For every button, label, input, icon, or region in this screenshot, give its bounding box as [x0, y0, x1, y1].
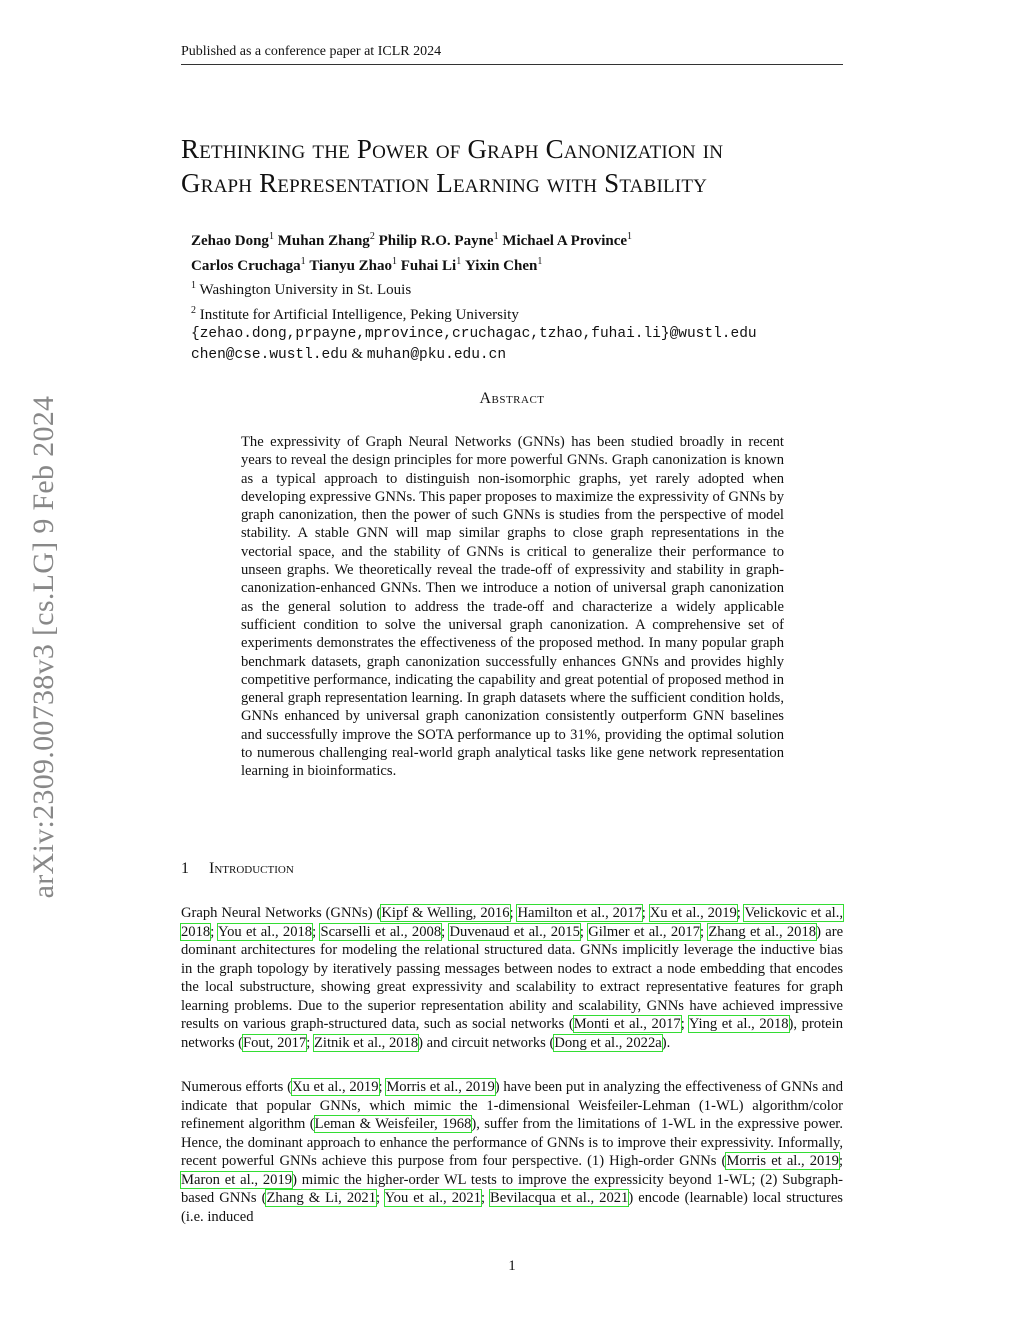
section-title: Introduction	[209, 860, 294, 877]
citation-link[interactable]: You et al., 2021	[384, 1190, 481, 1206]
citation-link[interactable]: Leman & Weisfeiler, 1968	[314, 1116, 472, 1132]
running-header: Published as a conference paper at ICLR 2024	[181, 44, 843, 65]
author-name: Yixin Chen	[464, 257, 538, 274]
author-names-line-2: Carlos Cruchaga$^1$ Tianyu Zhao$^1$ Fuhai Li$^1$ Yixin Chen$^1$	[191, 255, 543, 274]
author-name: Philip R.O. Payne	[378, 233, 494, 249]
citation-link[interactable]: Maron et al., 2019	[181, 1171, 293, 1188]
citation-link[interactable]: Kipf & Welling, 2016	[381, 905, 510, 921]
page-number: 1	[508, 1258, 516, 1274]
citation-link[interactable]: Ying et al., 2018	[688, 1016, 789, 1032]
citation-link[interactable]: Monti et al., 2017	[573, 1016, 681, 1032]
email-chen[interactable]: chen@cse.wustl.edu	[191, 346, 348, 363]
paper-title	[181, 132, 843, 200]
citation-link[interactable]: Velickovic et al., 2018	[181, 905, 844, 940]
citation-link[interactable]: Dong et al., 2022a	[554, 1034, 662, 1051]
title-line-2: Graph Representation Learning with Stability	[181, 168, 708, 198]
affiliation-1: $^1$ Washington University in St. Louis	[191, 280, 412, 298]
citation-link[interactable]: Zhang et al., 2018	[708, 923, 817, 940]
intro-paragraph-1: Graph Neural Networks (GNNs) (Kipf & Welling, 2016; Hamilton et al., 2017; Xu et al., 2019; Velickovic et al., 2018; You et al., 2018; Scarselli et al., 2008; Duvenaud et al., 2015; Gilmer et al., 2017; Zhang et al., 2018) are dominant architectures for modeling the relational structured data. GNNs implicitly leverage the inductive bias in the graph topology by iteratively passing messages between nodes to extract a node embedding that encodes the local substructure, showing great expressivity and scalability to extract representative features for graph learning problems. Due to the superior representation ability and scalability, GNNs have achieved impressive results on various graph-structured data, such as social networks (Monti et al., 2017; Ying et al., 2018), protein networks (Fout, 2017; Zitnik et al., 2018) and circuit networks (Dong et al., 2022a).	[181, 905, 844, 1051]
citation-link[interactable]: Morris et al., 2019	[726, 1153, 839, 1169]
email-line-2: chen@cse.wustl.edu & muhan@pku.edu.cn	[191, 345, 507, 363]
intro-paragraph-2: Numerous efforts (Xu et al., 2019; Morris et al., 2019) have been put in analyzing the effectiveness of GNNs and indicate that popular GNNs, which mimic the 1-dimensional Weisfeiler-Lehman (1-WL) algorithm/color refinement algorithm (Leman & Weisfeiler, 1968), suffer from the limitations of 1-WL in the expressive power. Hence, the dominant approach to enhance the performance of GNNs is to improve their expressivity. Informally, recent powerful GNNs achieve this purpose from four perspective. (1) High-order GNNs (Morris et al., 2019; Maron et al., 2019) mimic the higher-order WL tests to improve the expressicity beyond 1-WL; (2) Subgraph-based GNNs (Zhang & Li, 2021; You et al., 2021; Bevilacqua et al., 2021) encode (learnable) local structures (i.e. induced	[181, 1079, 844, 1225]
citation-link[interactable]: Zitnik et al., 2018	[313, 1034, 419, 1051]
citation-link[interactable]: Morris et al., 2019	[386, 1079, 495, 1095]
citation-link[interactable]: Bevilacqua et al., 2021	[490, 1190, 629, 1206]
citation-link[interactable]: Gilmer et al., 2017	[588, 923, 701, 940]
author-names-line-1: Zehao Dong$^1$ Muhan Zhang$^2$ Philip R.O. Payne$^1$ Michael A Province$^1$	[191, 231, 633, 249]
author-name: Fuhai Li	[400, 257, 457, 274]
abstract-text: The expressivity of Graph Neural Networks (GNNs) has been studied broadly in recent years to reveal the design principles for more powerful GNNs. Graph canonization is known as a typical approach to distinguish non-isomorphic graphs, yet rarely adopted when developing expressive GNNs. This paper proposes to maximize the expressivity of GNNs by graph canonization, then the power of such GNNs is studies from the perspective of model stability. A stable GNN will map similar graphs to close graph representations in the vectorial space, and the stability of GNNs is critical to generalize their performance to unseen graphs. We theoretically reveal the trade-off of expressivity and stability in graph-canonization-enhanced GNNs. Then we introduce a notion of universal graph canonization as the general solution to address the trade-off and characterize a widely applicable sufficient condition to solve the universal graph canonization. A comprehensive set of experiments demonstrates the effectiveness of the proposed method. In many popular graph benchmark datasets, graph canonization successfully enhances GNNs and provides highly competitive performance, indicating the capability and great potential of proposed method in general graph representation learning. In graph datasets where the sufficient condition holds, GNNs enhanced by universal graph canonization consistently outperform GNN baselines and successfully improve the SOTA performance up to 31%, providing the optimal solution to numerous challenging real-world graph analytical tasks like gene network representation learning in bioinformatics.	[241, 434, 784, 780]
arxiv-sidebar	[10, 360, 78, 935]
title-line-1: Rethinking the Power of Graph Canonization in	[181, 134, 724, 164]
author-name: Michael A Province	[502, 233, 628, 249]
citation-link[interactable]: You et al., 2018	[218, 923, 313, 940]
email-muhan[interactable]: muhan@pku.edu.cn	[366, 346, 507, 363]
author-name: Carlos Cruchaga	[191, 257, 301, 274]
citation-link[interactable]: Zhang & Li, 2021	[266, 1190, 377, 1206]
author-name: Zehao Dong	[191, 233, 269, 249]
citation-link[interactable]: Xu et al., 2019	[291, 1079, 379, 1095]
email-line-1[interactable]: {zehao.dong,prpayne,mprovince,cruchagac,tzhao,fuhai.li}@wustl.edu	[191, 326, 757, 342]
citation-link[interactable]: Fout, 2017	[243, 1034, 307, 1051]
citation-link[interactable]: Duvenaud et al., 2015	[449, 923, 580, 940]
author-name: Muhan Zhang	[277, 233, 370, 249]
abstract-heading: Abstract	[479, 390, 545, 407]
citation-link[interactable]: Scarselli et al., 2008	[320, 923, 442, 940]
section-heading	[181, 860, 843, 878]
author-name: Tianyu Zhao	[309, 257, 393, 274]
affiliation-2: $^2$ Institute for Artificial Intelligence, Peking University	[191, 304, 519, 323]
section-number: 1	[181, 860, 189, 877]
author-block	[191, 227, 843, 365]
arxiv-identifier[interactable]: arXiv:2309.00738v3 [cs.LG] 9 Feb 2024	[27, 395, 60, 899]
citation-link[interactable]: Xu et al., 2019	[649, 905, 737, 921]
citation-link[interactable]: Hamilton et al., 2017	[517, 905, 642, 921]
